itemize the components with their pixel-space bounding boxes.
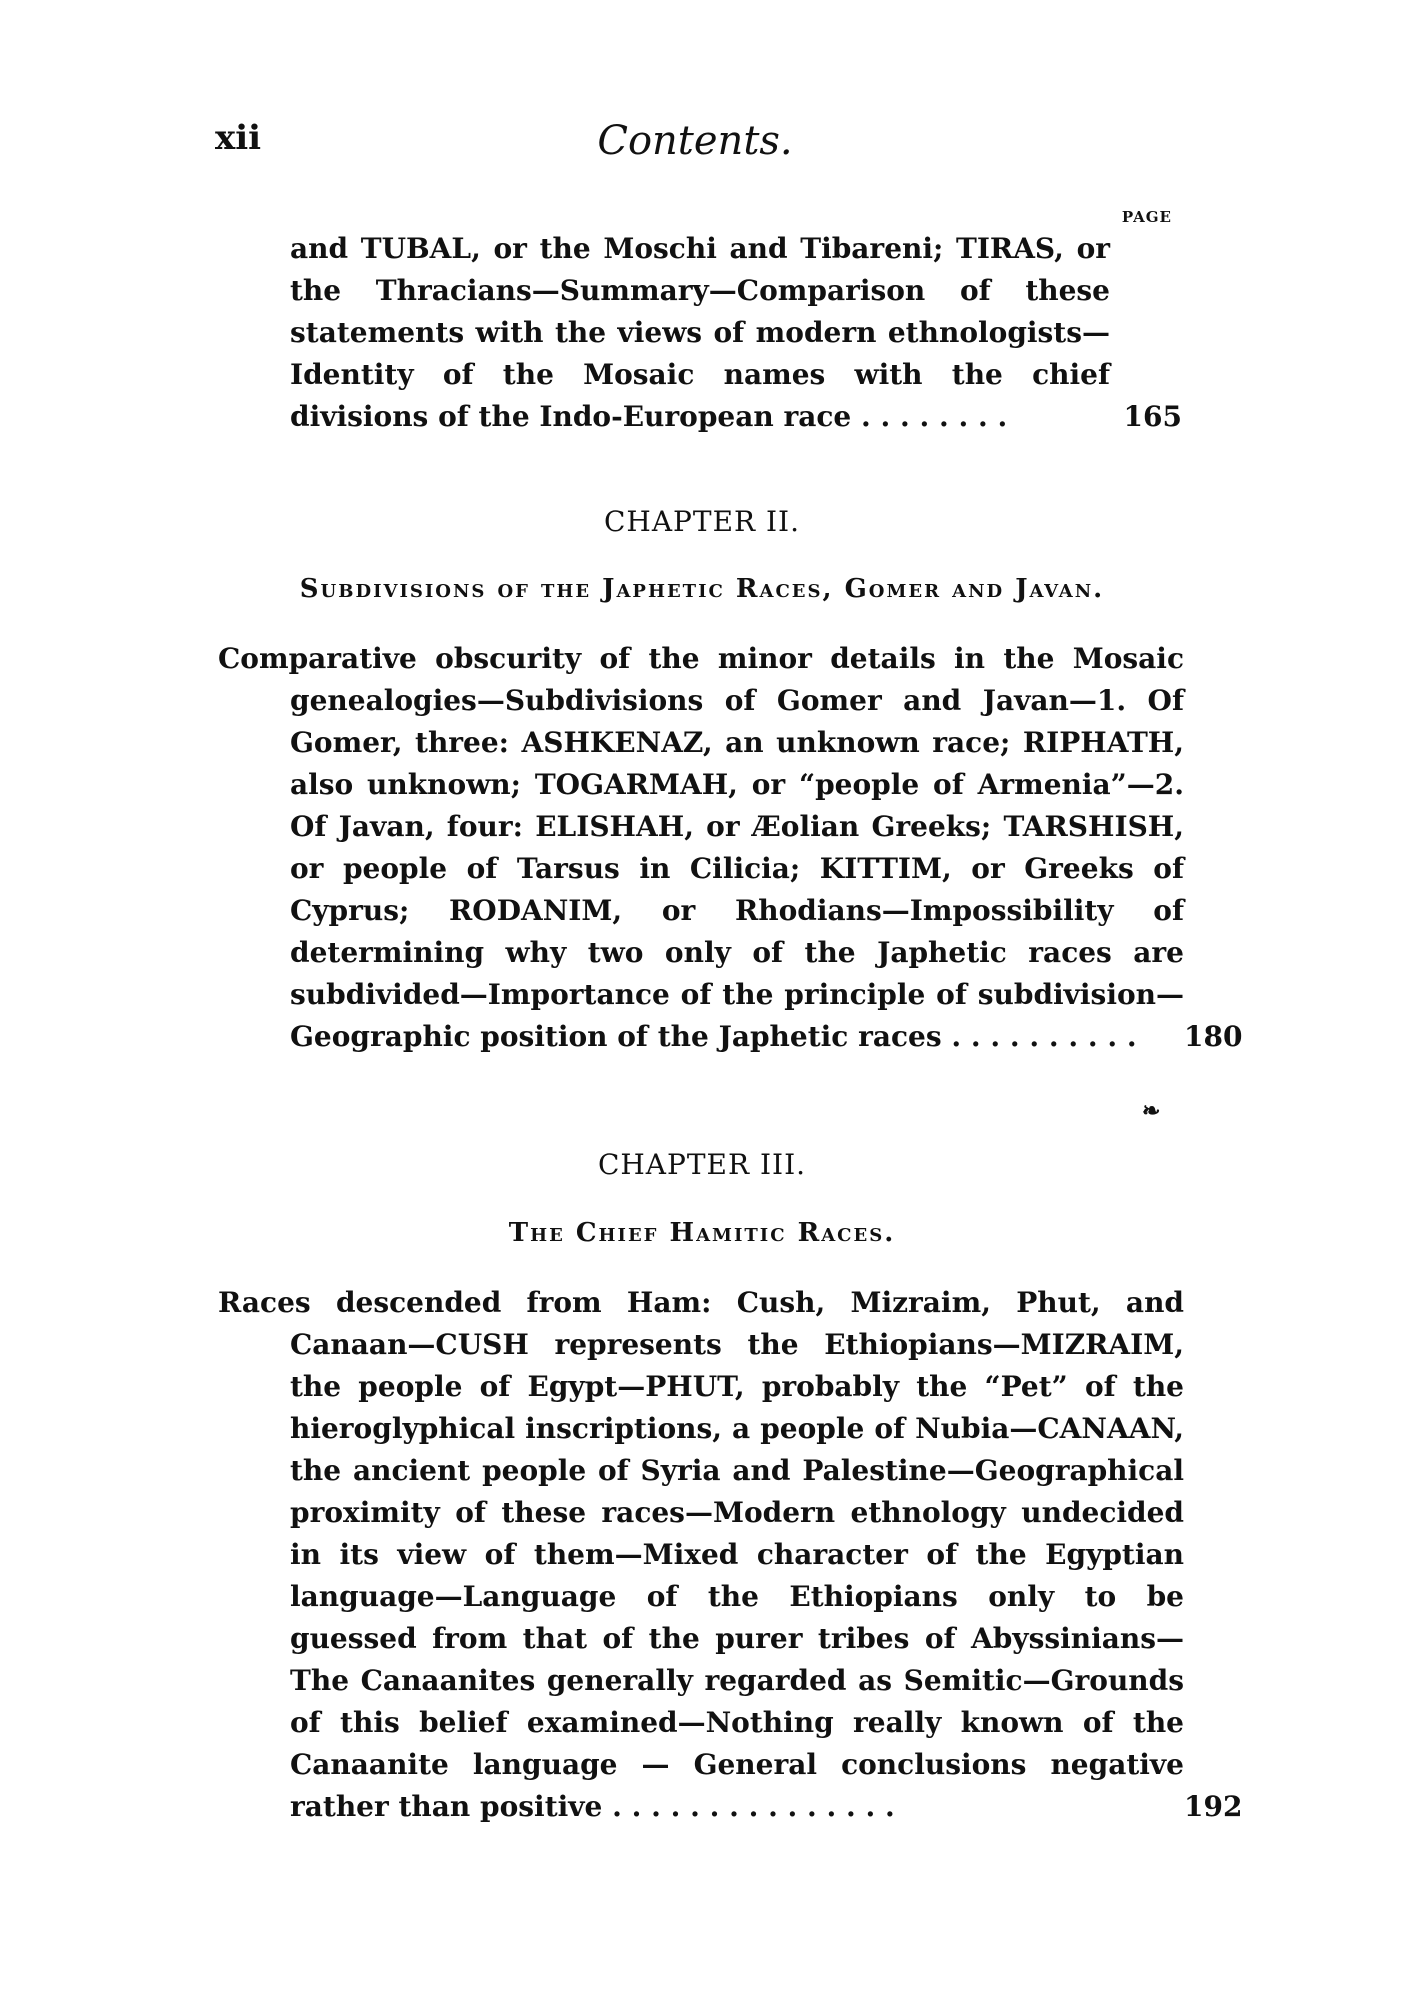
toc-entry-continued: [290, 228, 1182, 438]
chapter-summary-text: Races descended from Ham: Cush, Mizraim, Phut, and Canaan—CUSH represents the Ethiopians—MIZRAIM, the people of Egypt—PHUT, probably the “Pet” of the hieroglyphical inscriptions, a people of Nubia—CANAAN, the ancient people of Syria and Palestine—Geographical proximity of these races—Modern ethnology undecided in its view of them—Mixed character of the Egyptian language—Language of the Ethiopians only to be guessed from that of the purer tribes of Abyssinians—The Canaanites generally regarded as Semitic—Grounds of this belief examined—Nothing really known of the Canaanite language — General conclusions negative rather than positive . . . . . . . . . . . . . . .: [218, 1286, 1184, 1823]
chapter-heading: CHAPTER III.: [597, 1148, 807, 1181]
chapter-subtitle: Subdivisions of the Japhetic Races, Gomer and Javan.: [299, 574, 1105, 604]
chapter-summary: Comparative obscurity of the minor details in the Mosaic genealogies—Subdivisions of Gomer and Javan—1. Of Gomer, three: ASHKENAZ, an unknown race; RIPHATH, also unknown; TOGARMAH, or “people of Armenia”—2. Of Javan, four: ELISHAH, or Æolian Greeks; TARSHISH, or people of Tarsus in Cilicia; KITTIM, or Greeks of Cyprus; RODANIM, or Rhodians—Impossibility of determining why two only of the Japhetic races are subdivided—Importance of the principle of subdivision—Geographic position of the Japhetic races . . . . . . . . . . 180: [218, 642, 1243, 1053]
chapter-heading: CHAPTER II.: [603, 505, 801, 538]
toc-entry-text: and TUBAL, or the Moschi and Tibareni; TIRAS, or the Thracians—Summary—Comparison of these statements with the views of modern ethnologists—Identity of the Mosaic names with the chief divisions of the Indo-European race . . . . . . . .: [290, 232, 1110, 433]
running-title: Contents.: [597, 118, 793, 164]
printer-mark: ❧: [1142, 1098, 1161, 1124]
toc-entry-page: 165: [1123, 400, 1182, 433]
chapter-summary-text: Comparative obscurity of the minor details in the Mosaic genealogies—Subdivisions of Gomer and Javan—1. Of Gomer, three: ASHKENAZ, an unknown race; RIPHATH, also unknown; TOGARMAH, or “people of Armenia”—2. Of Javan, four: ELISHAH, or Æolian Greeks; TARSHISH, or people of Tarsus in Cilicia; KITTIM, or Greeks of Cyprus; RODANIM, or Rhodians—Impossibility of determining why two only of the Japhetic races are subdivided—Importance of the principle of subdivision—Geographic position of the Japhetic races . . . . . . . . . .: [218, 642, 1184, 1053]
page-column-label: PAGE: [1121, 208, 1172, 226]
page-number: xii: [215, 118, 262, 158]
chapter-summary: Races descended from Ham: Cush, Mizraim, Phut, and Canaan—CUSH represents the Ethiopians—MIZRAIM, the people of Egypt—PHUT, probably the “Pet” of the hieroglyphical inscriptions, a people of Nubia—CANAAN, the ancient people of Syria and Palestine—Geographical proximity of these races—Modern ethnology undecided in its view of them—Mixed character of the Egyptian language—Language of the Ethiopians only to be guessed from that of the purer tribes of Abyssinians—The Canaanites generally regarded as Semitic—Grounds of this belief examined—Nothing really known of the Canaanite language — General conclusions negative rather than positive . . . . . . . . . . . . . . . 192: [218, 1286, 1243, 1823]
chapter-subtitle: The Chief Hamitic Races.: [508, 1218, 896, 1248]
page-header: [215, 118, 1175, 178]
